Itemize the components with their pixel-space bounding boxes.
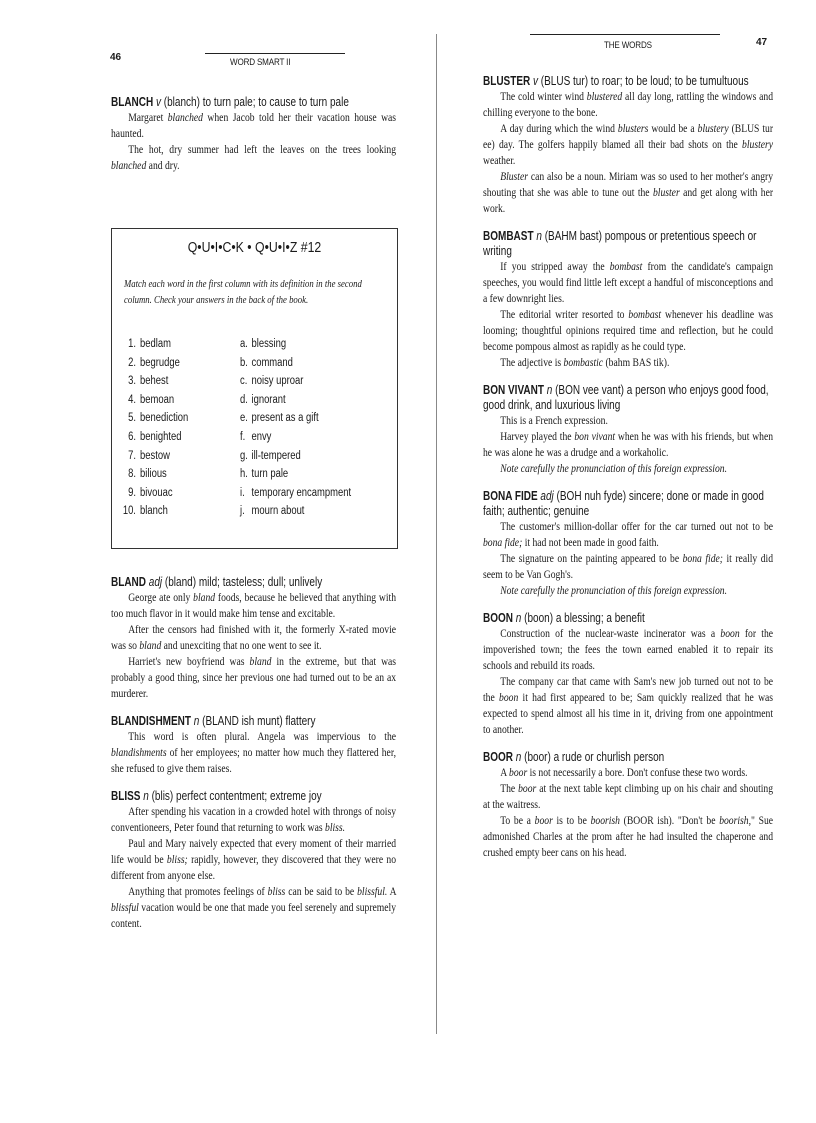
quiz-term: 1. bedlam (128, 338, 171, 350)
example-paragraph: Note carefully the pronunciation of this foreign expression. (500, 463, 727, 475)
example-paragraph: Anything that promotes feelings of bliss can be said to be blissful. A blissful vacation would be one that made you feel serenely and supremely content. (111, 886, 397, 930)
entry-word: BOON (483, 611, 513, 625)
entry-pronunciation: (blis) (151, 789, 177, 803)
dictionary-entry (111, 714, 396, 777)
quiz-definition: i. temporary encampment (240, 486, 352, 499)
entry-definition: mild; tasteless; dull; unlively (198, 575, 323, 589)
entry-part-of-speech: v (530, 74, 541, 88)
entry-definition: to turn pale; to cause to turn pale (202, 95, 349, 109)
entry-body (483, 765, 773, 861)
entry-body (483, 413, 773, 477)
quiz-definition: f. envy (240, 431, 272, 443)
entry-headword-line (483, 750, 773, 765)
entry-word: BOOR (483, 750, 513, 764)
quiz-term: 3. behest (128, 375, 169, 388)
entry-part-of-speech: adj (146, 575, 165, 589)
example-paragraph: The editorial writer resorted to bombast whenever his deadline was looming; thoughtful opinions required time and reflection, but he could become pompous almost as rapidly as he could type. (483, 309, 774, 353)
entry-pronunciation: (boor) (524, 750, 554, 764)
quiz-term: 2. begrudge (128, 356, 180, 369)
entry-definition: flattery (285, 714, 316, 728)
entry-headword-line (483, 383, 773, 413)
entry-definition: a person who enjoys good food, good drink, and luxurious living (483, 383, 769, 412)
example-paragraph: This is a French expression. (500, 415, 608, 427)
entry-pronunciation: (boon) (524, 611, 556, 625)
example-paragraph: The hot, dry summer had left the leaves on the trees looking blanched and dry. (111, 144, 397, 172)
entry-pronunciation: (BAHM bast) (544, 229, 605, 243)
entry-part-of-speech: n (140, 789, 152, 803)
example-paragraph: If you stripped away the bombast from the candidate's campaign speeches, you would find little left except a handful of misconceptions and a few downright lies. (483, 261, 774, 305)
example-paragraph: The boor at the next table kept climbing up on his chair and shouting at the waitress. (483, 783, 774, 811)
quiz-term: 6. benighted (128, 431, 182, 443)
entry-headword-line (111, 789, 396, 804)
example-paragraph: This word is often plural. Angela was impervious to the blandishments of her employees; no matter how much they flattered her, she refused to give them raises. (111, 731, 397, 775)
entry-body (111, 804, 396, 932)
example-paragraph: After spending his vacation in a crowded hotel with throngs of noisy conventioneers, Peter found that returning to work was bliss. (111, 806, 397, 834)
entry-definition: a blessing; a benefit (555, 611, 645, 625)
dictionary-entry (483, 383, 773, 477)
quiz-term: 5. benediction (128, 412, 189, 425)
example-paragraph: Note carefully the pronunciation of this foreign expression. (500, 585, 727, 597)
example-paragraph: To be a boor is to be boorish (BOOR ish). "Don't be boorish," Sue admonished Charles at the prom after he had insulted the chaperone and crushed empty beer cans on his head. (483, 815, 774, 859)
example-paragraph: Harvey played the bon vivant when he was with his friends, but when he was alone he was a drudge and a workaholic. (483, 431, 774, 459)
entry-body (111, 729, 396, 777)
example-paragraph: After the censors had finished with it, the formerly X-rated movie was so bland and unexciting that no one went to see it. (111, 624, 397, 652)
entry-body (483, 626, 773, 738)
entry-headword-line (483, 74, 773, 89)
entry-word: BON VIVANT (483, 383, 544, 397)
quiz-term: 4. bemoan (128, 393, 175, 406)
entry-part-of-speech: adj (537, 489, 557, 503)
example-paragraph: Construction of the nuclear-waste incinerator was a boon for the impoverished town; the fees the town earned enabled it to repair its schools and rebuild its roads. (483, 628, 774, 672)
entry-part-of-speech: n (191, 714, 203, 728)
entry-headword-line (111, 575, 396, 590)
dictionary-entry (483, 229, 773, 371)
example-paragraph: A day during which the wind blusters would be a blustery (BLUS tur ee) day. The golfers happily blamed all their bad shots on the blustery weather. (483, 123, 774, 167)
header-rule (530, 34, 720, 35)
entry-definition: pompous or pretentious speech or writing (483, 229, 757, 258)
quick-quiz-box (111, 228, 398, 549)
example-paragraph: Margaret blanched when Jacob told her their vacation house was haunted. (111, 112, 397, 140)
entry-word: BONA FIDE (483, 489, 538, 503)
example-paragraph: The adjective is bombastic (bahm BAS tik). (500, 357, 670, 369)
entry-word: BLANCH (111, 95, 154, 109)
dictionary-entry (111, 575, 396, 702)
quiz-definition: g. ill-tempered (240, 449, 301, 462)
entry-word: BLUSTER (483, 74, 531, 88)
entry-part-of-speech: v (153, 95, 164, 109)
example-paragraph: George ate only bland foods, because he believed that anything with too much flavor in it would make him tense and excitable. (111, 592, 397, 620)
running-title: WORD SMART II (230, 57, 291, 68)
entry-part-of-speech: n (513, 611, 525, 625)
right-page (408, 0, 816, 1123)
entry-word: BLANDISHMENT (111, 714, 191, 728)
dictionary-entry (111, 789, 396, 932)
quiz-title: Q•U•I•C•K • Q•U•I•Z #12 (187, 239, 322, 256)
entry-pronunciation: (BLUS tur) (540, 74, 591, 88)
entry-definition: a rude or churlish person (553, 750, 665, 764)
entry-definition: perfect contentment; extreme joy (176, 789, 322, 803)
entry-pronunciation: (BON vee vant) (555, 383, 627, 397)
quiz-definition: e. present as a gift (240, 412, 319, 425)
entry-pronunciation: (bland) (164, 575, 199, 589)
entry-body (483, 89, 773, 217)
dictionary-entry (483, 489, 773, 599)
dictionary-entry (483, 74, 773, 217)
example-paragraph: Harriet's new boyfriend was bland in the extreme, but that was probably a good thing, since her previous one had turned out to be an ax murderer. (111, 656, 397, 700)
entry-definition: to roar; to be loud; to be tumultuous (590, 74, 749, 88)
quiz-definition: h. turn pale (240, 468, 289, 481)
header-rule (205, 53, 345, 54)
entry-part-of-speech: n (533, 229, 545, 243)
entry-pronunciation: (blanch) (163, 95, 203, 109)
entry-definition: sincere; done or made in good faith; authentic; genuine (483, 489, 764, 518)
quiz-definition: c. noisy uproar (240, 375, 304, 388)
entry-word: BOMBAST (483, 229, 534, 243)
entry-pronunciation: (BOH nuh fyde) (556, 489, 629, 503)
running-title: THE WORDS (604, 40, 652, 51)
quiz-term: 10. blanch (122, 505, 168, 518)
entry-body (111, 110, 396, 174)
entry-headword-line (483, 611, 773, 626)
entry-word: BLAND (111, 575, 146, 589)
entry-body (483, 519, 773, 599)
entry-headword-line (111, 95, 396, 110)
page-number: 47 (756, 37, 768, 48)
entry-headword-line (111, 714, 396, 729)
quiz-definition: j. mourn about (240, 505, 305, 518)
example-paragraph: Bluster can also be a noun. Miriam was so used to her mother's angry shouting that she was able to tune out the bluster and get along with her work. (483, 171, 774, 215)
entry-word: BLISS (111, 789, 141, 803)
quiz-definition: a. blessing (240, 338, 287, 350)
example-paragraph: The signature on the painting appeared to be bona fide; it really did seem to be Van Gogh's. (483, 553, 774, 581)
dictionary-entry (483, 750, 773, 861)
entry-headword-line (483, 489, 773, 519)
quiz-term: 9. bivouac (128, 486, 173, 499)
quiz-definition: d. ignorant (240, 393, 286, 406)
right-entries (483, 74, 773, 873)
dictionary-entry (483, 611, 773, 738)
left-entries-bottom (111, 575, 396, 944)
example-paragraph: The cold winter wind blustered all day long, rattling the windows and chilling everyone to the bone. (483, 91, 774, 119)
example-paragraph: A boor is not necessarily a bore. Don't confuse these two words. (500, 767, 748, 779)
example-paragraph: The company car that came with Sam's new job turned out not to be the boon it had first appeared to be; Sam quickly realized that he was expected to spend almost all his time in it, driving from one appointment to another. (483, 676, 774, 736)
entry-part-of-speech: n (513, 750, 525, 764)
quiz-instructions: Match each word in the first column with its definition in the second column. Check your answers in the back of the book. (124, 279, 362, 306)
example-paragraph: The customer's million-dollar offer for the car turned out not to be bona fide; it had not been made in good faith. (483, 521, 774, 549)
entry-pronunciation: (BLAND ish munt) (202, 714, 286, 728)
left-entries-top (111, 95, 396, 186)
entry-body (483, 259, 773, 371)
quiz-term: 8. bilious (128, 468, 167, 481)
quiz-definition: b. command (240, 356, 293, 369)
entry-headword-line (483, 229, 773, 259)
quiz-term: 7. bestow (128, 449, 170, 462)
dictionary-entry (111, 95, 396, 174)
entry-part-of-speech: n (543, 383, 556, 397)
example-paragraph: Paul and Mary naively expected that every moment of their married life would be bliss; rapidly, however, they discovered that they were no different from anyone else. (111, 838, 397, 882)
page-number: 46 (110, 52, 122, 63)
entry-body (111, 590, 396, 702)
